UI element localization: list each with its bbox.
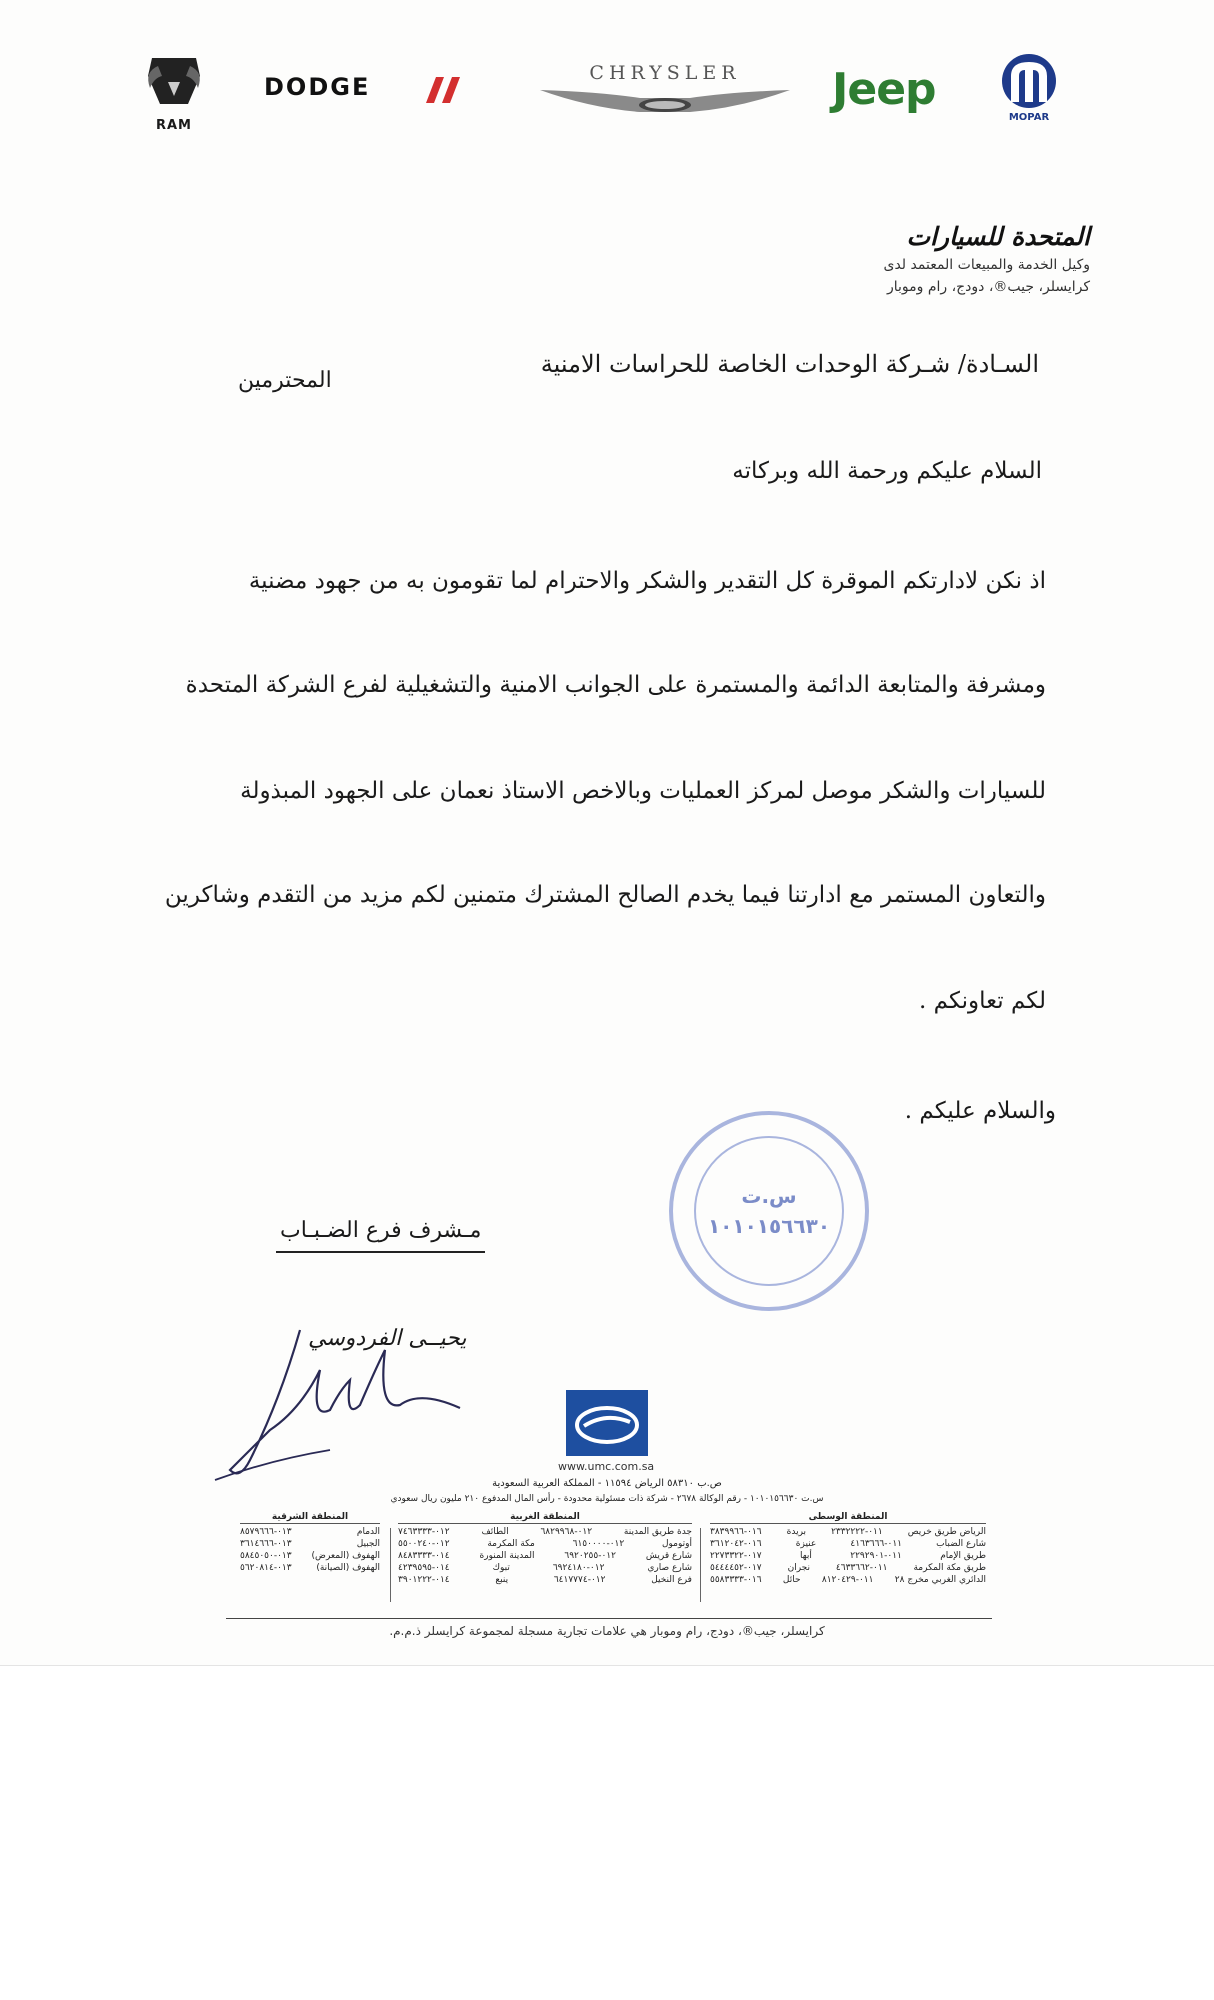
paragraph-line: ومشرفة والمتابعة الدائمة والمستمرة على الجوانب الامنية والتشغيلية لفرع الشركة المتحدة [185,672,1046,698]
signer-name: يحيــى الفردوسي [308,1326,467,1351]
trademark-notice: كرايسلر، جيب®، دودج، رام وموبار هي علامات تجارية مسجلة لمجموعة كرايسلر ذ.م.م. [389,1624,825,1638]
branch-row [240,1550,380,1562]
footer-rule [226,1618,992,1619]
paragraph-line: والتعاون المستمر مع ادارتنا فيما يخدم الصالح المشترك متمنين لكم مزيد من التقدم وشاكرين [164,882,1046,908]
region-western [398,1512,692,1586]
branch-phone: ٠١٢-٦٩٢٤١٨٠ [552,1563,605,1573]
branch-phone: ٠١٣-٥٦٢٠٨١٤ [240,1563,292,1573]
region-divider [390,1528,391,1602]
branch-phone: ٠١١-٢٣٣٢٢٢٢ [831,1527,883,1537]
region-central [710,1512,986,1586]
chrysler-logo [540,62,790,122]
branch-name: الدمام [356,1527,380,1537]
branch-row [240,1562,380,1574]
company-stamp [666,1108,872,1314]
branch-row [710,1550,986,1562]
branch-phone: ٠١١-٤٦٣٣٦٦٢ [835,1563,888,1573]
branch-name: تبوك [492,1563,510,1573]
mopar-logo [996,52,1062,124]
addressee: السـادة/ شـركة الوحدات الخاصة للحراسات الامنية [540,350,1039,378]
stamp-ring-icon [666,1108,872,1314]
branch-phone: ٠١١-٨١٢٠٤٢٩ [821,1575,874,1585]
branch-phone: ٠١٢-٦١٥٠٠٠٠ [572,1539,625,1549]
branch-name: شارع الضباب [936,1539,986,1549]
footer-address: ص.ب ٥٨٣١٠ الرياض ١١٥٩٤ - المملكة العربية السعودية [492,1478,722,1489]
greeting: السلام عليكم ورحمة الله وبركاته [732,458,1042,484]
signer-title: مـشرف فرع الضـبـاب [276,1218,485,1253]
branch-phone: ٠١١-٤١٦٣٦٦٦ [850,1539,903,1549]
chrysler-wordmark: CHRYSLER [589,62,741,84]
branch-phone: ٠١١-٢٢٩٢٩٠١ [850,1551,902,1561]
dodge-wordmark: DODGE [264,73,371,101]
branch-phone: ٠١٢-٦٨٢٩٩٦٨ [540,1527,593,1537]
branch-row [710,1538,986,1550]
paragraph-line: للسيارات والشكر موصل لمركز العمليات وبالاخص الاستاذ نعمان على الجهود المبذولة [240,778,1046,804]
company-tagline: وكيل الخدمة والمبيعات المعتمد لدى [883,257,1090,273]
honorific: المحترمين [238,368,332,393]
branch-row [398,1550,692,1562]
dodge-logo [264,73,370,107]
region-title: المنطقة الغربية [398,1512,692,1524]
region-title: المنطقة الوسطى [710,1512,986,1524]
branch-phone: ٠١٣-٣٦١٤٦٦٦ [240,1539,292,1549]
branch-name: الرياض طريق خريص [907,1527,986,1537]
region-eastern [240,1512,380,1574]
branch-row [398,1562,692,1574]
mopar-m-icon [998,52,1060,110]
umc-logo [566,1390,648,1456]
branch-row [240,1526,380,1538]
branch-phone: ٠١٢-٦٤١٧٧٧٤ [553,1575,606,1585]
branch-row [398,1574,692,1586]
ram-logo [138,52,210,132]
branch-row [398,1538,692,1550]
branch-phone: ٠١٤-٤٢٣٩٥٩٥ [398,1563,450,1573]
website-url: www.umc.com.sa [558,1460,655,1473]
branch-name: أبها [799,1551,812,1561]
closing: والسلام عليكم . [904,1098,1056,1124]
branch-phone: ٠١٢-٦٩٢٠٢٥٥ [564,1551,616,1561]
dodge-stripes-icon [426,77,464,103]
branch-phone: ٠١٢-٥٥٠٠٢٤٠ [398,1539,450,1549]
branch-phone: ٠١٦-٥٥٨٣٣٣٣ [710,1575,762,1585]
paragraph-line: لكم تعاونكم . [919,988,1046,1014]
region-title: المنطقة الشرقية [240,1512,380,1524]
branch-row [398,1526,692,1538]
branch-row [710,1562,986,1574]
ram-label: RAM [155,118,192,133]
branch-name: الطائف [481,1527,509,1537]
ram-head-icon [138,52,210,116]
branch-phone: ٠١٣-٥٨٤٥٠٥٠ [240,1551,292,1561]
branch-name: جدة طريق المدينة [623,1527,692,1537]
branch-name: طريق مكة المكرمة [913,1563,986,1573]
branch-name: الهفوف (الصيانة) [316,1563,380,1573]
branch-name: حائل [782,1575,801,1585]
branch-phone: ٠١٢-٧٤٦٣٣٣٣ [398,1527,450,1537]
company-name: المتحدة للسيارات [906,222,1090,251]
branch-name: المدينة المنورة [479,1551,535,1561]
branch-name: طريق الإمام [940,1551,986,1561]
branch-row [240,1538,380,1550]
branch-name: فرع النخيل [651,1575,692,1585]
company-brands-line: كرايسلر، جيب®، دودج، رام وموبار [886,279,1090,295]
branch-name: أوتومول [661,1539,692,1549]
branch-name: نجران [787,1563,810,1573]
footer-registration: س.ت ١٠١٠١٥٦٦٣٠ - رقم الوكالة ٢٦٧٨ - شركة ذات مسئولية محدودة - رأس المال المدفوع ٢١٠ مليون ريال سعودي [390,1494,824,1504]
branch-name: الدائري الغربي مخرج ٢٨ [894,1575,986,1585]
jeep-logo: Jeep [832,64,936,115]
branch-phone: ٠١٤-٣٩٠١٢٢٢ [398,1575,450,1585]
branch-row [710,1574,986,1586]
umc-emblem-icon [566,1390,648,1456]
branch-name: ينبع [495,1575,509,1585]
branch-name: الجبيل [356,1539,380,1549]
branch-phone: ٠١٧-٥٤٤٤٤٥٢ [710,1563,762,1573]
stamp-cr-label: س.ت [741,1184,797,1208]
mopar-label: MOPAR [1008,112,1050,123]
branch-phone: ٠١٦-٣٦١٢٠٤٢ [710,1539,762,1549]
handwritten-signature-icon [210,1310,470,1500]
branch-name: مكة المكرمة [487,1539,535,1549]
paragraph-line: اذ نكن لادارتكم الموقرة كل التقدير والشكر والاحترام لما تقومون به من جهود مضنية [248,568,1046,594]
region-divider [700,1528,701,1602]
branch-name: عنيزة [795,1539,817,1549]
chrysler-wings-icon [540,86,790,116]
branch-name: بريدة [786,1527,807,1537]
branch-phone: ٠١٦-٣٨٣٩٩٦٦ [710,1527,762,1537]
branch-row [710,1526,986,1538]
company-block [884,222,1091,295]
branch-phone: ٠١٧-٢٢٧٣٣٢٢ [710,1551,762,1561]
branch-name: شارع قريش [645,1551,692,1561]
branch-name: شارع صاري [647,1563,692,1573]
branch-phone: ٠١٣-٨٥٧٩٦٦٦ [240,1527,292,1537]
stamp-cr-number: ١٠١٠١٥٦٦٣٠ [707,1214,831,1238]
branch-name: الهفوف (المعرض) [311,1551,380,1561]
branch-phone: ٠١٤-٨٤٨٣٣٣٣ [398,1551,450,1561]
